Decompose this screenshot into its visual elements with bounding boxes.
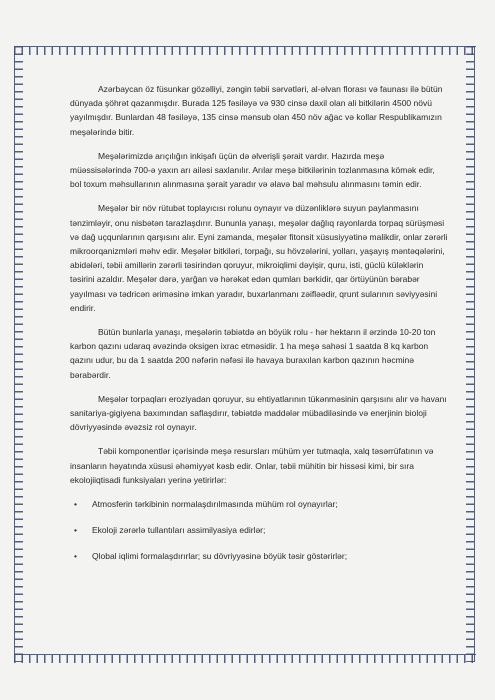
bullet-dot: •	[74, 551, 77, 562]
document-body	[70, 82, 448, 576]
paragraph-beekeeping: Meşələrimizdə arıçılığın inkişafı üçün də əlverişli şərait vardır. Hazırda meşə müəssisələrində 700-ə yaxın arı ailəsi saxlanılır. Arılar meşə bitkilərinin tozlanmasına kömək edir, bol toxum məhsullarının alınmasına şərait yaradır və əlavə bal məhsulu alınmasını təmin edir.	[70, 150, 435, 190]
list-item	[70, 523, 448, 537]
paragraph-carbon: Bütün bunlarla yanaşı, meşələrin təbiətdə ən böyük rolu - hər hektarın il ərzində 10-20 ton karbon qazını udaraq əvəzində oksigen ixrac etməsidir. 1 ha meşə sahəsi 1 saatda 8 kq karbon qazını udur, bu da 1 saatda 200 nəfərin nəfəsi ilə havaya buraxılan karbon qazının həcminə bərabərdir.	[70, 327, 436, 380]
list-item-text: Qlobal iqlimi formalaşdırırlar; su dövriyyəsinə böyük təsir göstərirlər;	[92, 551, 348, 562]
paragraph-erosion: Meşələr torpaqları eroziyadan qoruyur, su ehtiyatlarının tükənməsinin qarşısını alır və havanı sanitariya-gigiyena baxımından saflaşdırır, təbiətdə maddələr mübadiləsində və enerjinin bioloji dövriyyəsində əvəzsiz rol oynayır.	[70, 393, 447, 433]
paragraph-flora: Azərbaycan öz füsunkar gözəlliyi, zəngin təbii sərvətləri, al-əlvan florası və faunası ilə bütün dünyada şöhrət qazanmışdır. Burada 125 fəsiləyə və 930 cinsə daxil olan ali bitkilərin 4500 növü yayılmışdır. Bunlardan 48 fəsiləyə, 135 cinsə mənsub olan 450 növ ağac və kollar Respublikamızın meşələrində bitir.	[70, 84, 443, 137]
function-list	[70, 497, 448, 564]
list-item-text: Ekoloji zərərlə tullantıları assimilyasiya edirlər;	[92, 525, 266, 536]
bullet-dot: •	[74, 525, 77, 536]
top-ruler-border	[14, 46, 476, 55]
bullet-dot: •	[74, 499, 77, 510]
bottom-ruler-border	[14, 654, 476, 663]
paragraph-functions: Təbii komponentlər içərisində meşə resursları mühüm yer tutmaqla, xalq təsərrüfatının və insanların həyatında xüsusi əhəmiyyət kəsb edir. Onlar, təbii mühitin bir hissəsi kimi, bir sıra ekolojiiqtisadi funksiyaları yerinə yetirirlər:	[70, 446, 434, 485]
list-item	[70, 497, 448, 511]
paragraph-water-regulation: Meşələr bir növ rütubət toplayıcısı rolunu oynayır və düzənliklərə suyun paylanmasını tənzimləyir, onu nisbətən tarazlaşdırır. Bununla yanaşı, meşələr dağlıq rayonlarda torpaq sürüşməsi və dağ uçqunlarının qarşısını alır. Eyni zamanda, meşələr fitonsit xüsusiyyətinə malikdir, onlar zərərli mikroorqanizmləri məhv edir. Meşələr bitkiləri, torpağı, su hövzələrini, yolları, yaşayış məntəqələrini, abidələri, təbii amillərin zərərli təsirindən qoruyur, mikroiqlimi dəyişir, quru, isti, güclü küləklərin təsirini azaldır. Meşələr dərə, yarğan və hərəkət edən qumları bərkidir, qar örtüyünün bərabər yayılması və tədricən əriməsinə imkan yaradır, buxarlanmanı zəifləədir, qrunt sularının səviyyəsini endirir.	[70, 203, 448, 313]
list-item-text: Atmosferin tərkibinin normalaşdırılmasında mühüm rol oynayırlar;	[92, 499, 338, 510]
left-ruler-border	[14, 46, 23, 662]
right-ruler-border	[466, 46, 475, 662]
list-item	[70, 549, 448, 563]
